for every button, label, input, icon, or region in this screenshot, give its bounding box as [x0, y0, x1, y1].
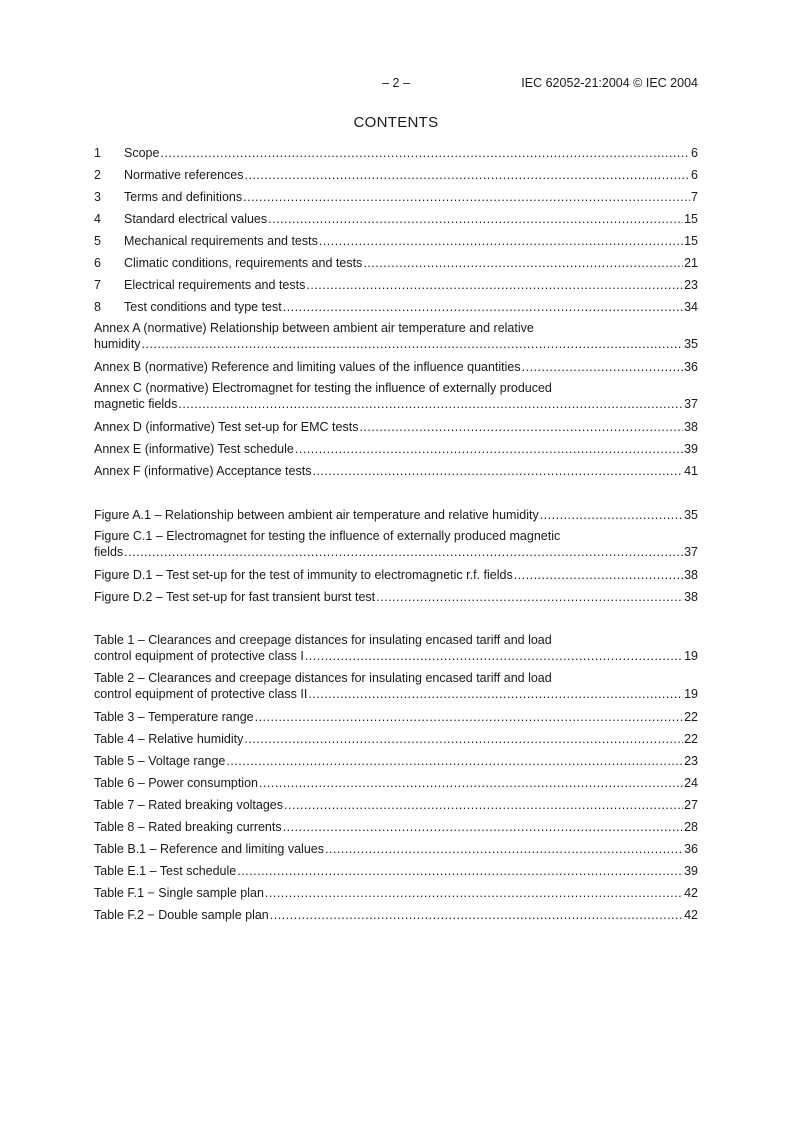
toc-entry-annex-c[interactable]	[94, 380, 698, 412]
entry-text-line-1: Figure C.1 – Electromagnet for testing the influence of externally produced magnetic	[94, 529, 561, 543]
page-ref: 36	[684, 842, 698, 856]
clauses-list	[94, 144, 698, 320]
page-ref: 21	[684, 256, 698, 270]
dot-leader	[283, 298, 683, 316]
entry-text-line-1: Annex A (normative) Relationship between ambient air temperature and relative	[94, 321, 534, 335]
toc-entry-annex-d[interactable]	[94, 418, 698, 440]
entry-text-line-1: Annex C (normative) Electromagnet for testing the influence of externally produced	[94, 381, 552, 395]
toc-entry-table-6[interactable]	[94, 774, 698, 796]
toc-entry-clause-5[interactable]	[94, 232, 698, 254]
page-ref: 35	[684, 508, 698, 522]
toc-entry-table-f2[interactable]	[94, 906, 698, 928]
dot-leader	[245, 166, 691, 184]
entry-text: Table 8 – Rated breaking currents	[94, 820, 282, 834]
clause-number: 3	[94, 190, 101, 204]
page-ref: 38	[684, 590, 698, 604]
dot-leader	[270, 906, 683, 924]
entry-text-line-2: magnetic fields	[94, 397, 178, 411]
page-ref: 37	[684, 397, 698, 411]
entry-text: Table 5 – Voltage range	[94, 754, 226, 768]
dot-leader	[226, 752, 683, 770]
entry-text: Table E.1 – Test schedule	[94, 864, 237, 878]
tables-list	[94, 632, 698, 928]
page-ref: 6	[691, 168, 698, 182]
page-ref: 38	[684, 568, 698, 582]
entry-text-line-2: humidity	[94, 337, 141, 351]
toc-entry-clause-6[interactable]	[94, 254, 698, 276]
entry-text-line-2: fields	[94, 545, 124, 559]
clause-number: 4	[94, 212, 101, 226]
toc-entry-table-4[interactable]	[94, 730, 698, 752]
entry-text-line-2: control equipment of protective class I	[94, 649, 304, 663]
entry-text: Figure D.2 – Test set-up for fast transient burst test	[94, 590, 376, 604]
toc-entry-table-3[interactable]	[94, 708, 698, 730]
toc-entry-clause-3[interactable]	[94, 188, 698, 210]
page-ref: 42	[684, 908, 698, 922]
page-ref: 7	[691, 190, 698, 204]
entry-text: Mechanical requirements and tests	[124, 234, 318, 248]
entry-text: Terms and definitions	[124, 190, 243, 204]
entry-text: Table 7 – Rated breaking voltages	[94, 798, 284, 812]
page-ref: 36	[684, 360, 698, 374]
entry-text: Scope	[124, 146, 160, 160]
dot-leader	[142, 336, 684, 352]
dot-leader	[178, 396, 683, 412]
page-ref: 6	[691, 146, 698, 160]
entry-text: Table B.1 – Reference and limiting values	[94, 842, 324, 856]
entry-text: Table 6 – Power consumption	[94, 776, 258, 790]
clause-number: 5	[94, 234, 101, 248]
page-ref: 39	[684, 864, 698, 878]
annexes-list	[94, 320, 698, 484]
entry-text: Annex B (normative) Reference and limiting values of the influence quantities	[94, 360, 521, 374]
toc-entry-table-e1[interactable]	[94, 862, 698, 884]
entry-text-line-1: Table 1 – Clearances and creepage distances for insulating encased tariff and load	[94, 633, 552, 647]
clause-number: 8	[94, 300, 101, 314]
toc-entry-annex-f[interactable]	[94, 462, 698, 484]
page-ref: 15	[684, 234, 698, 248]
toc-entry-figure-d1[interactable]	[94, 566, 698, 588]
clause-number: 6	[94, 256, 101, 270]
toc-entry-figure-d2[interactable]	[94, 588, 698, 610]
page-ref: 35	[684, 337, 698, 351]
dot-leader	[284, 796, 683, 814]
dot-leader	[359, 418, 683, 436]
toc-entry-table-2[interactable]	[94, 670, 698, 702]
entry-text: Electrical requirements and tests	[124, 278, 306, 292]
clause-number: 1	[94, 146, 101, 160]
page-ref: 37	[684, 545, 698, 559]
dot-leader	[259, 774, 683, 792]
toc-entry-table-b1[interactable]	[94, 840, 698, 862]
toc-entry-table-8[interactable]	[94, 818, 698, 840]
dot-leader	[540, 506, 683, 524]
toc-entry-annex-b[interactable]	[94, 358, 698, 380]
entry-text: Table 3 – Temperature range	[94, 710, 254, 724]
page-ref: 41	[684, 464, 698, 478]
entry-text: Standard electrical values	[124, 212, 268, 226]
page-number: – 2 –	[382, 76, 410, 90]
dot-leader	[363, 254, 683, 272]
toc-entry-clause-2[interactable]	[94, 166, 698, 188]
page-ref: 23	[684, 754, 698, 768]
entry-text: Climatic conditions, requirements and tests	[124, 256, 363, 270]
toc-entry-clause-8[interactable]	[94, 298, 698, 320]
dot-leader	[237, 862, 683, 880]
page-ref: 42	[684, 886, 698, 900]
page-ref: 24	[684, 776, 698, 790]
toc-entry-table-f1[interactable]	[94, 884, 698, 906]
entry-text: Figure D.1 – Test set-up for the test of immunity to electromagnetic r.f. fields	[94, 568, 513, 582]
dot-leader	[325, 840, 683, 858]
entry-text: Table 4 – Relative humidity	[94, 732, 244, 746]
dot-leader	[376, 588, 683, 606]
toc-entry-annex-e[interactable]	[94, 440, 698, 462]
toc-entry-figure-c1[interactable]	[94, 528, 698, 560]
toc-entry-table-1[interactable]	[94, 632, 698, 664]
dot-leader	[305, 648, 683, 664]
dot-leader	[295, 440, 683, 458]
entry-text-line-1: Table 2 – Clearances and creepage distances for insulating encased tariff and load	[94, 671, 552, 685]
entry-text: Annex D (informative) Test set-up for EMC tests	[94, 420, 359, 434]
dot-leader	[243, 188, 690, 206]
dot-leader	[283, 818, 683, 836]
page-ref: 22	[684, 732, 698, 746]
dot-leader	[319, 232, 683, 250]
dot-leader	[265, 884, 683, 902]
page-ref: 27	[684, 798, 698, 812]
entry-text: Annex F (informative) Acceptance tests	[94, 464, 312, 478]
figures-list	[94, 506, 698, 610]
entry-text: Table F.2 − Double sample plan	[94, 908, 269, 922]
document-id: IEC 62052-21:2004 © IEC 2004	[521, 76, 698, 90]
toc-entry-clause-1[interactable]	[94, 144, 698, 166]
dot-leader	[306, 276, 683, 294]
page-header	[94, 76, 698, 94]
clause-number: 7	[94, 278, 101, 292]
section-spacer	[94, 484, 698, 506]
entry-text: Figure A.1 – Relationship between ambient air temperature and relative humidity	[94, 508, 539, 522]
page-ref: 28	[684, 820, 698, 834]
clause-number: 2	[94, 168, 101, 182]
page-ref: 19	[684, 687, 698, 701]
dot-leader	[268, 210, 683, 228]
dot-leader	[124, 544, 683, 560]
section-spacer	[94, 610, 698, 632]
table-of-contents	[94, 144, 698, 928]
toc-entry-clause-4[interactable]	[94, 210, 698, 232]
page-ref: 38	[684, 420, 698, 434]
dot-leader	[308, 686, 683, 702]
dot-leader	[522, 358, 683, 376]
page-ref: 19	[684, 649, 698, 663]
page-ref: 34	[684, 300, 698, 314]
page-ref: 22	[684, 710, 698, 724]
toc-entry-table-5[interactable]	[94, 752, 698, 774]
entry-text-line-2: control equipment of protective class II	[94, 687, 308, 701]
toc-entry-table-7[interactable]	[94, 796, 698, 818]
dot-leader	[244, 730, 683, 748]
toc-entry-figure-a1[interactable]	[94, 506, 698, 528]
page-ref: 15	[684, 212, 698, 226]
page-ref: 23	[684, 278, 698, 292]
contents-title: CONTENTS	[353, 114, 439, 131]
dot-leader	[255, 708, 683, 726]
entry-text: Annex E (informative) Test schedule	[94, 442, 294, 456]
dot-leader	[514, 566, 683, 584]
entry-text: Table F.1 − Single sample plan	[94, 886, 264, 900]
dot-leader	[312, 462, 683, 480]
entry-text: Normative references	[124, 168, 244, 182]
toc-entry-annex-a[interactable]	[94, 320, 698, 352]
entry-text: Test conditions and type test	[124, 300, 282, 314]
page-ref: 39	[684, 442, 698, 456]
toc-entry-clause-7[interactable]	[94, 276, 698, 298]
dot-leader	[160, 144, 690, 162]
